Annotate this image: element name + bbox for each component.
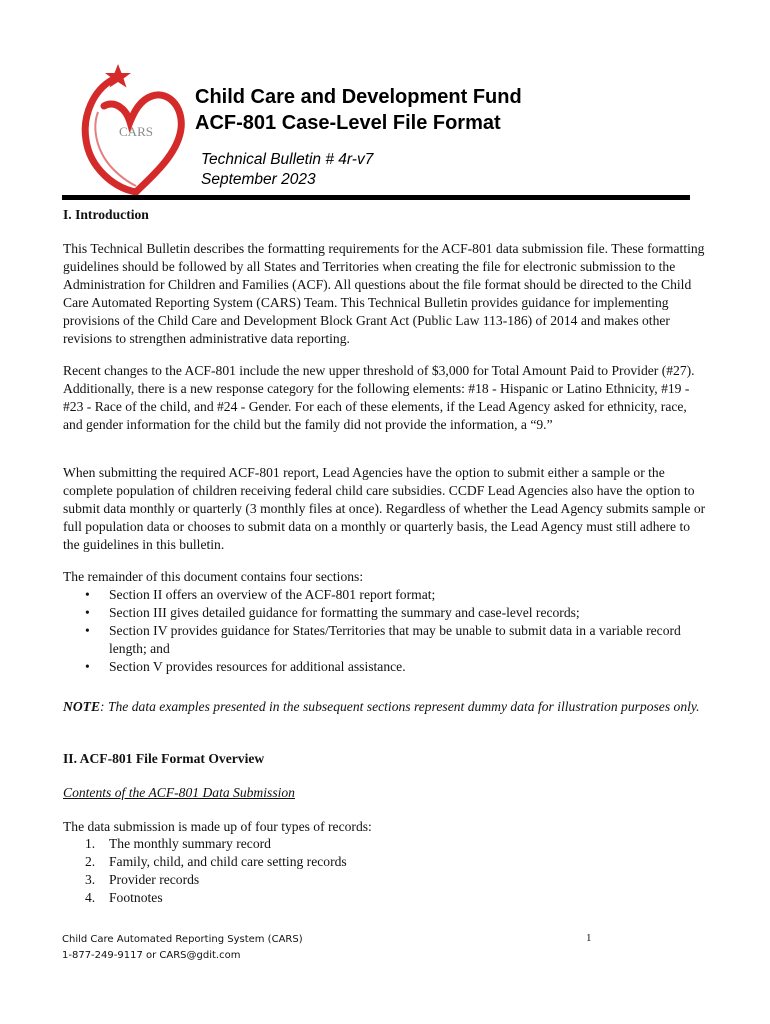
logo-text: CARS xyxy=(119,124,153,139)
records-intro: The data submission is made up of four types of records: xyxy=(63,819,372,834)
title-block xyxy=(195,84,522,136)
intro-paragraph-3: When submitting the required ACF-801 report, Lead Agencies have the option to submit either a sample or the complete population of children receiving federal child care subsidies. CCDF Lead Agencies also have the option to submit data monthly or quarterly (3 monthly files at once). Regardless of whether the Lead Agency submits sample or full population data or chooses to submit data on a monthly or quarterly basis, the Lead Agency must still adhere to the guidelines in this bulletin. xyxy=(63,465,706,552)
list-number: 1. xyxy=(85,836,96,851)
list-item xyxy=(63,586,707,604)
list-item-text: Footnotes xyxy=(109,890,163,905)
section-1-heading: I. Introduction xyxy=(63,207,149,222)
footer-contact: 1-877-249-9117 or CARS@gdit.com xyxy=(62,950,241,961)
list-item-text: Section IV provides guidance for States/Territories that may be unable to submit data in a variable record length; and xyxy=(109,623,681,656)
record-types-list xyxy=(63,835,347,907)
title-line-1: Child Care and Development Fund xyxy=(195,86,522,108)
list-number: 2. xyxy=(85,854,96,869)
list-item xyxy=(63,871,347,889)
page-number: 1 xyxy=(586,932,592,944)
list-item xyxy=(63,853,347,871)
list-item-text: Section III gives detailed guidance for formatting the summary and case-level records; xyxy=(109,605,580,620)
footer-org: Child Care Automated Reporting System (CARS) xyxy=(62,934,303,945)
section-2-subheading: Contents of the ACF-801 Data Submission xyxy=(63,785,295,800)
list-item xyxy=(63,835,347,853)
list-number: 3. xyxy=(85,872,96,887)
page-footer xyxy=(62,932,303,964)
list-item-text: Section II offers an overview of the ACF-801 report format; xyxy=(109,587,436,602)
note-text: : The data examples presented in the subsequent sections represent dummy data for illustration purposes only. xyxy=(100,699,700,714)
bullet-icon: • xyxy=(85,659,90,674)
header-divider xyxy=(62,195,690,200)
intro-paragraph-2: Recent changes to the ACF-801 include the new upper threshold of $3,000 for Total Amount Paid to Provider (#27). Additionally, there is a new response category for the following elements: #18 - Hispanic or Latino Ethnicity, #19 - #23 - Race of the child, and #24 - Gender. For each of these elements, if the Lead Agency asked for ethnicity, race, and gender information for the child but the family did not provide the information, a “9.” xyxy=(63,363,695,432)
intro-paragraph-1: This Technical Bulletin describes the formatting requirements for the ACF-801 data submission file. These formatting guidelines should be followed by all States and Territories when creating the file for electronic submission to the Administration for Children and Families (ACF). All questions about the file format should be directed to the Child Care Automated Reporting System (CARS) Team. This Technical Bulletin provides guidance for implementing provisions of the Child Care and Development Block Grant Act (Public Law 113-186) of 2014 and makes other revisions to strengthen administrative data reporting. xyxy=(63,241,705,346)
list-item xyxy=(63,604,707,622)
bulletin-date: September 2023 xyxy=(201,171,316,188)
intro-paragraph-4: The remainder of this document contains four sections: xyxy=(63,569,364,584)
list-item-text: Provider records xyxy=(109,872,200,887)
sections-list xyxy=(63,586,707,676)
bullet-icon: • xyxy=(85,605,90,620)
list-item xyxy=(63,889,347,907)
list-item-text: Family, child, and child care setting records xyxy=(109,854,347,869)
list-item-text: The monthly summary record xyxy=(109,836,271,851)
list-number: 4. xyxy=(85,890,96,905)
list-item xyxy=(63,622,707,658)
bullet-icon: • xyxy=(85,623,90,638)
cars-heart-logo xyxy=(74,60,186,196)
subtitle-block xyxy=(201,150,373,190)
note-label: NOTE xyxy=(63,699,101,714)
bullet-icon: • xyxy=(85,587,90,602)
list-item-text: Section V provides resources for additional assistance. xyxy=(109,659,406,674)
section-2-heading: II. ACF-801 File Format Overview xyxy=(63,751,265,766)
bulletin-number: Technical Bulletin # 4r-v7 xyxy=(201,151,374,168)
note-paragraph xyxy=(63,698,707,716)
title-line-2: ACF-801 Case-Level File Format xyxy=(195,112,501,134)
list-item xyxy=(63,658,707,676)
